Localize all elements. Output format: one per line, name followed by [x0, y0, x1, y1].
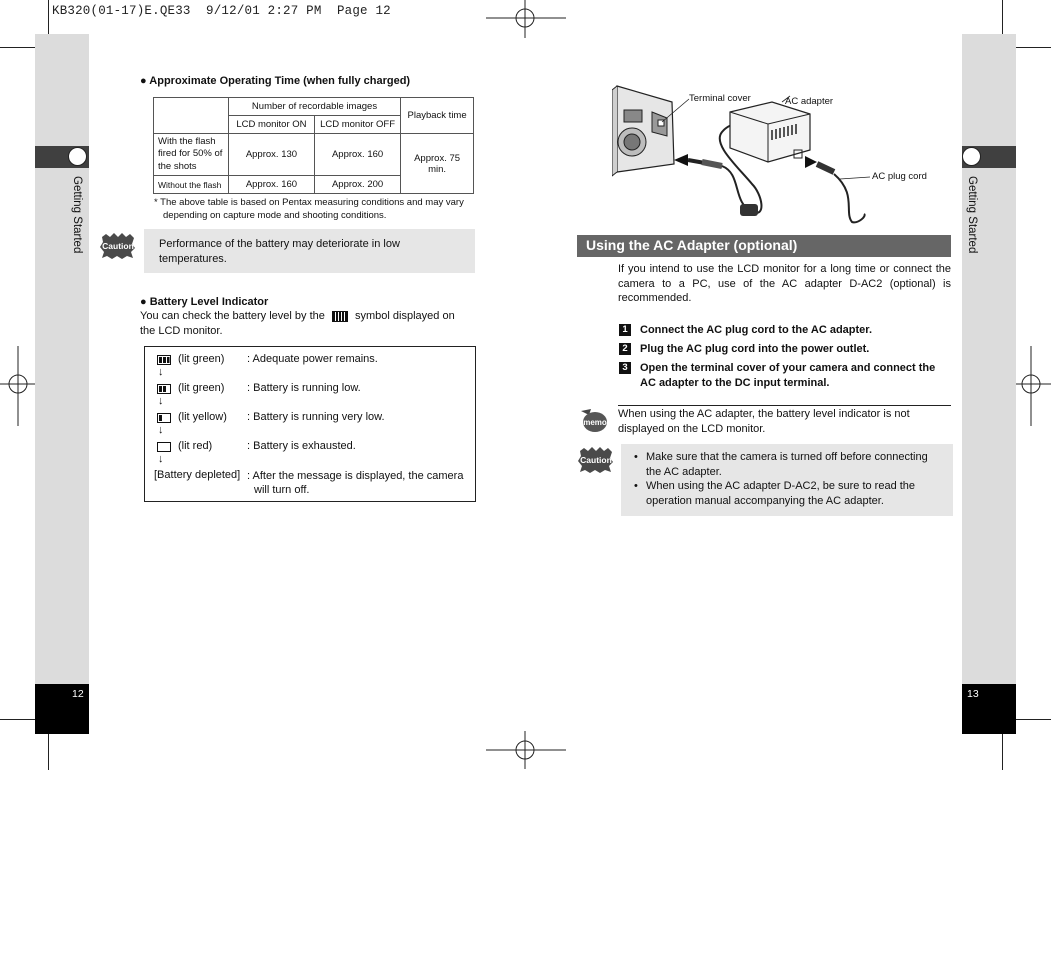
battery-level-desc: : Battery is running very low.: [247, 411, 385, 423]
registration-mark-bottom: [486, 731, 566, 771]
down-arrow-icon: ↓: [158, 366, 164, 378]
svg-text:Caution: Caution: [102, 241, 134, 251]
left-page-number: 12: [72, 688, 84, 700]
caution-icon: [578, 446, 614, 474]
step-number: 3: [619, 362, 631, 374]
down-arrow-icon: ↓: [158, 453, 164, 465]
step-number: 1: [619, 324, 631, 336]
caution-item: • When using the AC adapter D-AC2, be sure to read the operation manual accompanying the AC adapter.: [630, 479, 942, 508]
battery-depleted-state: [Battery depleted]: [154, 469, 241, 481]
table-cell: Approx. 130: [228, 134, 314, 176]
table-cell: Approx. 200: [315, 176, 401, 194]
battery-full-icon: [157, 355, 172, 365]
registration-mark-right: [1011, 346, 1051, 426]
svg-text:memo: memo: [583, 418, 607, 427]
caution-item: • Make sure that the camera is turned off before connecting the AC adapter.: [630, 450, 942, 479]
label-ac-adapter: AC adapter: [785, 96, 834, 107]
label-terminal-cover: Terminal cover: [689, 93, 751, 104]
battery-level-state: (lit red): [178, 440, 213, 452]
left-sidebar: [35, 34, 89, 684]
table-playback-header: Playback time: [401, 98, 474, 134]
memo-icon: [579, 407, 609, 435]
registration-mark-top: [486, 0, 566, 40]
battery-intro: [140, 309, 470, 338]
battery-two-thirds-icon: [157, 384, 172, 394]
step-text: Plug the AC plug cord into the power outlet.: [640, 343, 870, 355]
battery-level-desc: : Battery is running low.: [247, 382, 361, 394]
caution-text: Performance of the battery may deteriorate in low temperatures.: [159, 238, 400, 265]
table-group-header: Number of recordable images: [228, 98, 400, 116]
ac-adapter-diagram: [612, 84, 952, 226]
step-text: Connect the AC plug cord to the AC adapter.: [640, 324, 873, 336]
svg-text:Caution: Caution: [580, 455, 612, 465]
table-footnote: * The above table is based on Pentax measuring conditions and may vary depending on capture mode and shooting conditions.: [154, 197, 464, 221]
left-tab-circle: [68, 147, 87, 166]
battery-level-desc: : Adequate power remains.: [247, 353, 378, 365]
battery-intro-post: symbol displayed on the LCD monitor.: [140, 310, 455, 337]
registration-mark-left: [0, 346, 40, 426]
section-title: Using the AC Adapter (optional): [586, 237, 798, 253]
battery-level-desc: : Battery is exhausted.: [247, 440, 356, 452]
ac-intro: If you intend to use the LCD monitor for a long time or connect the camera to a PC, use of the AC adapter D-AC2 (optional) is recommended.: [618, 263, 951, 304]
battery-depleted-desc: : After the message is displayed, the camera will turn off.: [247, 470, 464, 496]
right-sidebar: [962, 34, 1016, 684]
table-corner-cell: [154, 98, 229, 134]
table-cell: Approx. 160: [228, 176, 314, 194]
operating-time-table: [153, 97, 474, 194]
caution-list: [630, 450, 942, 508]
down-arrow-icon: ↓: [158, 424, 164, 436]
right-side-label: Getting Started: [966, 176, 978, 254]
right-tab-circle: [962, 147, 981, 166]
print-slug: KB320(01-17)E.QE33 9/12/01 2:27 PM Page 12: [52, 4, 391, 18]
battery-empty-icon: [157, 442, 172, 452]
step-number: 2: [619, 343, 631, 355]
battery-level-state: (lit green): [178, 353, 225, 365]
table-playback-value: Approx. 75 min.: [401, 134, 474, 194]
table-lcd-on-header: LCD monitor ON: [228, 116, 314, 134]
battery-level-state: (lit green): [178, 382, 225, 394]
memo-text: When using the AC adapter, the battery level indicator is not displayed on the LCD monitor.: [618, 408, 910, 435]
op-time-heading: ● Approximate Operating Time (when fully charged): [140, 75, 411, 87]
memo-rule: [618, 405, 951, 406]
battery-one-third-icon: [157, 413, 172, 423]
battery-symbol-icon: [332, 311, 348, 322]
label-ac-plug-cord: AC plug cord: [872, 171, 927, 182]
table-row-label: Without the flash: [154, 176, 229, 194]
battery-intro-pre: You can check the battery level by the: [140, 310, 325, 322]
table-row-label: With the flash fired for 50% of the shots: [154, 134, 229, 176]
battery-level-state: (lit yellow): [178, 411, 227, 423]
table-cell: Approx. 160: [315, 134, 401, 176]
down-arrow-icon: ↓: [158, 395, 164, 407]
table-lcd-off-header: LCD monitor OFF: [315, 116, 401, 134]
right-page-number: 13: [967, 688, 979, 700]
caution-icon: [100, 232, 136, 260]
step-text: Open the terminal cover of your camera and connect the AC adapter to the DC input terminal.: [640, 362, 936, 389]
battery-heading: ● Battery Level Indicator: [140, 296, 269, 308]
left-side-label: Getting Started: [71, 176, 83, 254]
